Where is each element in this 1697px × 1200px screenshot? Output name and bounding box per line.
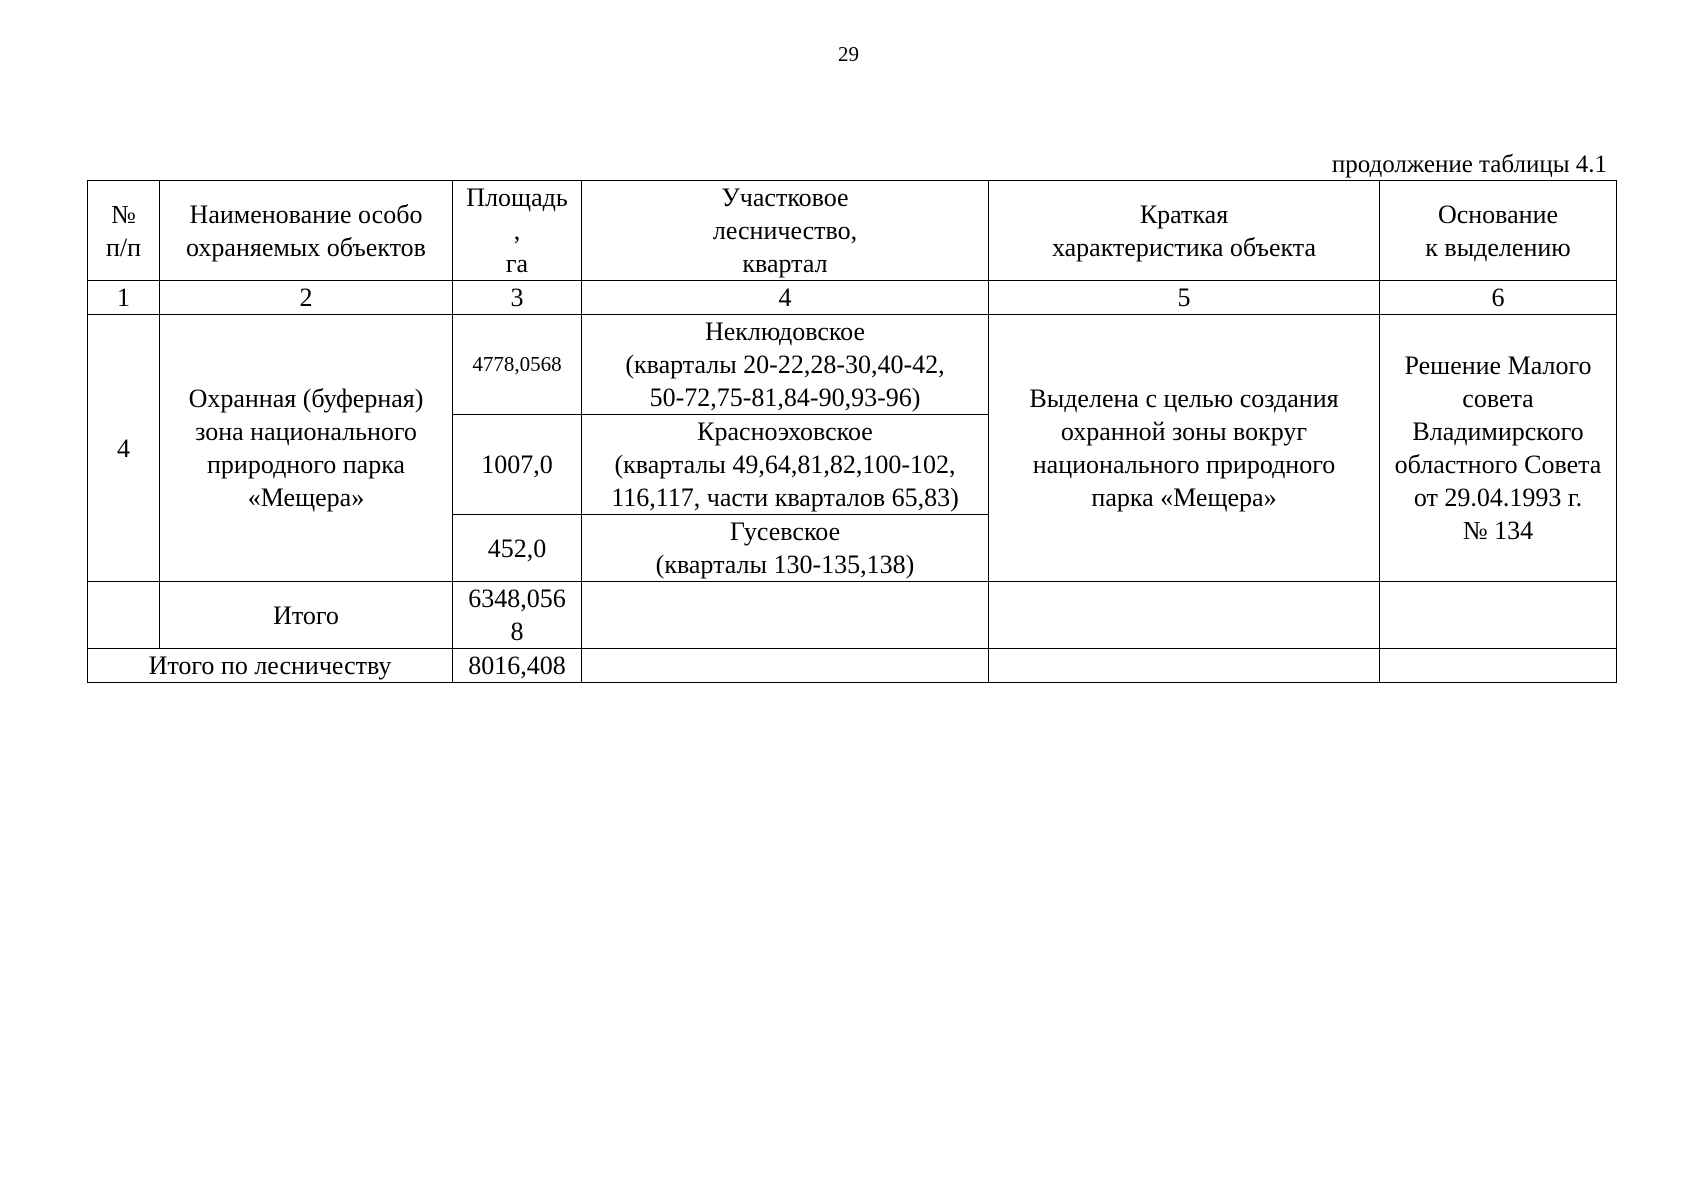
subtotal-empty-cell xyxy=(1380,582,1617,649)
subtotal-empty-cell xyxy=(88,582,160,649)
column-number: 6 xyxy=(1380,281,1617,315)
subtotal-empty-cell xyxy=(989,582,1380,649)
column-number-row xyxy=(88,281,1617,315)
record-name: Охранная (буферная) зона национального природного парка «Мещера» xyxy=(160,315,453,582)
part-forestry: Красноэховское (кварталы 49,64,81,82,100-102, 116,117, части кварталов 65,83) xyxy=(582,415,989,515)
header-basis: Основание к выделению xyxy=(1380,181,1617,281)
column-number: 4 xyxy=(582,281,989,315)
column-number: 3 xyxy=(453,281,582,315)
header-description: Краткая характеристика объекта xyxy=(989,181,1380,281)
header-name: Наименование особо охраняемых объектов xyxy=(160,181,453,281)
total-label: Итого по лесничеству xyxy=(88,649,453,683)
record-description: Выделена с целью создания охранной зоны вокруг национального природного парка «Мещера» xyxy=(989,315,1380,582)
header-row xyxy=(88,181,1617,281)
part-forestry: Гусевское (кварталы 130-135,138) xyxy=(582,515,989,582)
total-row xyxy=(88,649,1617,683)
record-basis: Решение Малого совета Владимирского областного Совета от 29.04.1993 г. № 134 xyxy=(1380,315,1617,582)
total-empty-cell xyxy=(582,649,989,683)
subtotal-label: Итого xyxy=(160,582,453,649)
column-number: 2 xyxy=(160,281,453,315)
header-area: Площадь , га xyxy=(453,181,582,281)
part-area: 452,0 xyxy=(453,515,582,582)
table-row xyxy=(88,315,1617,415)
subtotal-empty-cell xyxy=(582,582,989,649)
subtotal-area: 6348,056 8 xyxy=(453,582,582,649)
column-number: 5 xyxy=(989,281,1380,315)
page-number: 29 xyxy=(838,42,859,66)
part-area: 1007,0 xyxy=(453,415,582,515)
table-caption: продолжение таблицы 4.1 xyxy=(1331,151,1607,178)
total-empty-cell xyxy=(1380,649,1617,683)
part-area: 4778,0568 xyxy=(453,315,582,415)
protected-areas-table xyxy=(87,180,1617,683)
column-number: 1 xyxy=(88,281,160,315)
subtotal-row xyxy=(88,582,1617,649)
header-forestry: Участковое лесничество, квартал xyxy=(582,181,989,281)
total-empty-cell xyxy=(989,649,1380,683)
header-number: № п/п xyxy=(88,181,160,281)
record-number: 4 xyxy=(88,315,160,582)
part-forestry: Неклюдовское (кварталы 20-22,28-30,40-42, 50-72,75-81,84-90,93-96) xyxy=(582,315,989,415)
total-area: 8016,408 xyxy=(453,649,582,683)
